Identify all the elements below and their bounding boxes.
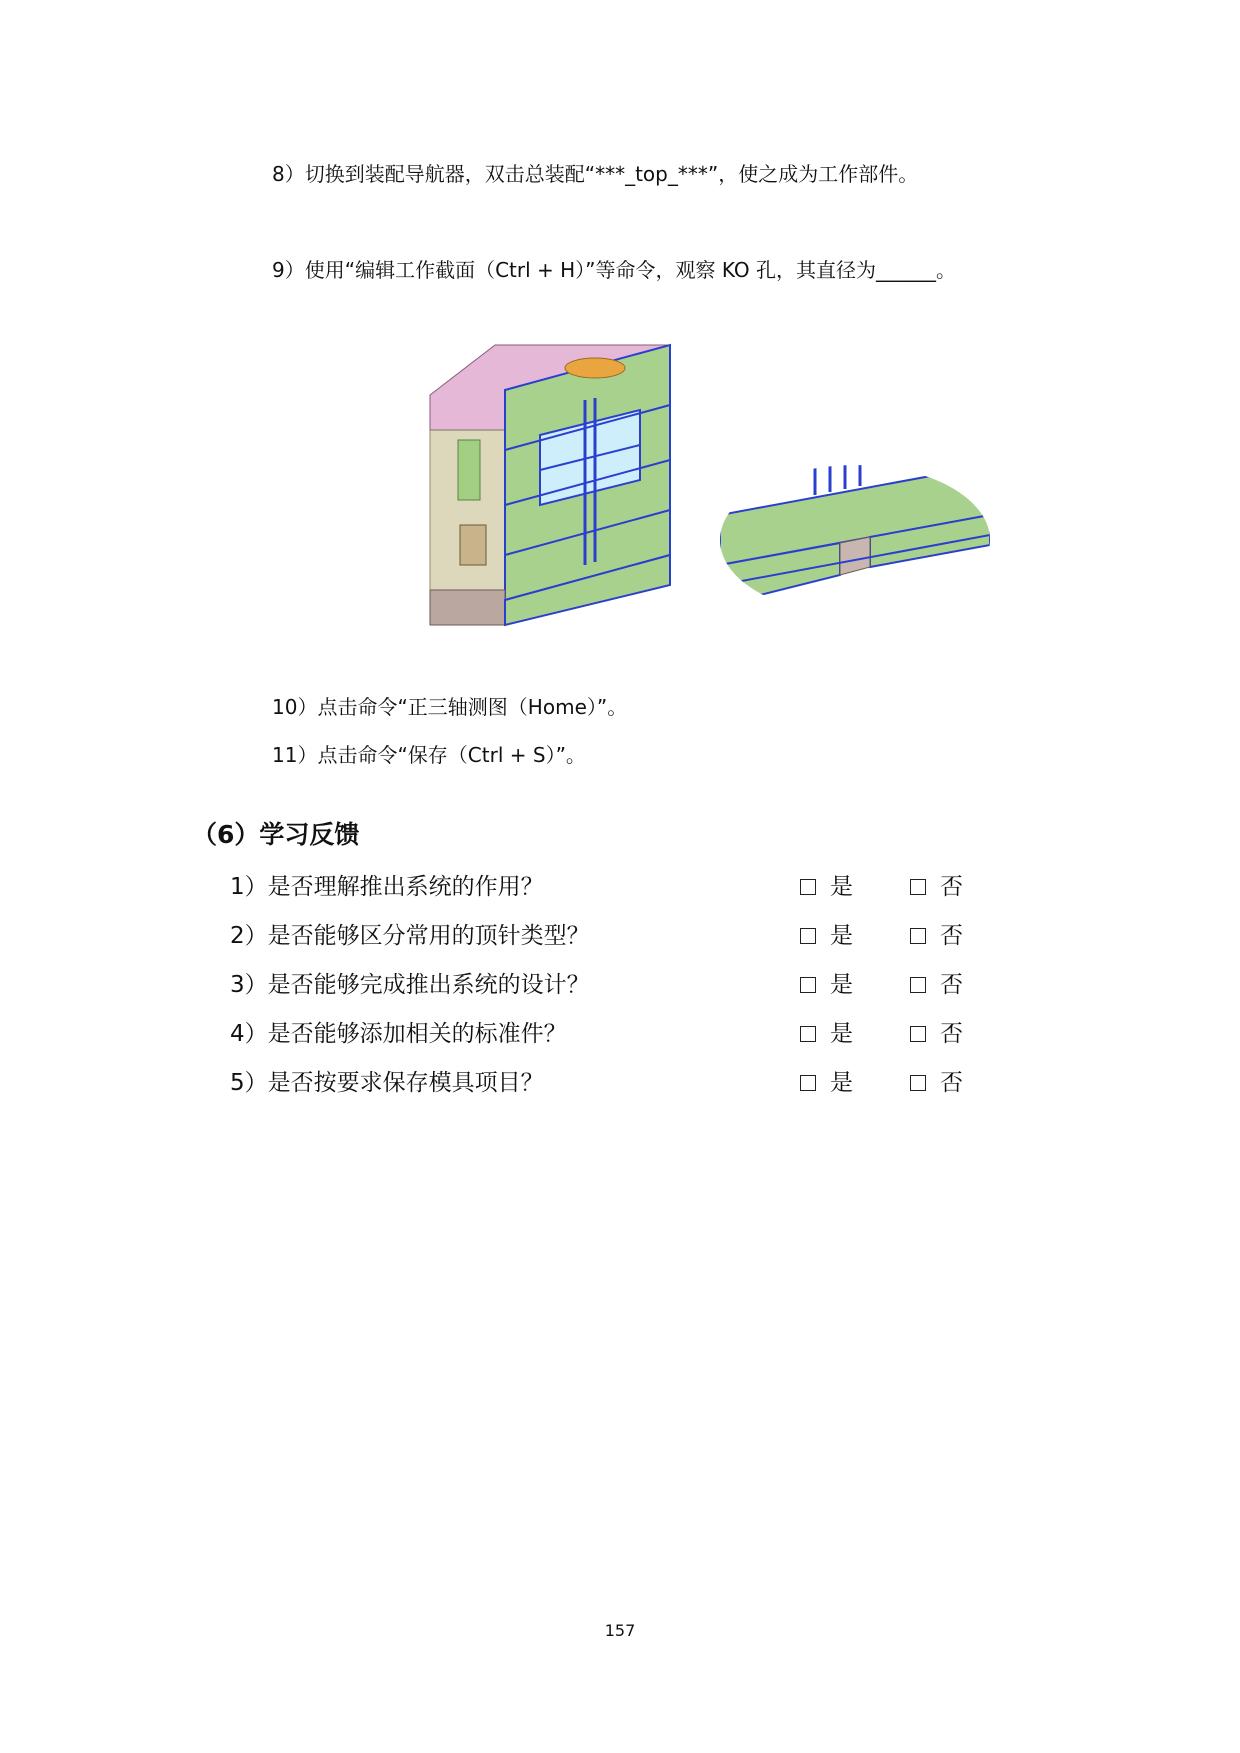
yes-option[interactable]: 是 bbox=[800, 1017, 853, 1051]
yes-option[interactable]: 是 bbox=[800, 919, 853, 953]
feedback-row bbox=[230, 1066, 990, 1100]
no-option[interactable]: 否 bbox=[910, 1066, 963, 1100]
no-option[interactable]: 否 bbox=[910, 919, 963, 953]
no-option[interactable]: 否 bbox=[910, 968, 963, 1002]
mold-assembly-figure bbox=[420, 340, 680, 630]
checkbox-icon[interactable] bbox=[800, 879, 816, 895]
feedback-question: 3）是否能够完成推出系统的设计？ bbox=[230, 972, 590, 998]
checkbox-icon[interactable] bbox=[910, 928, 926, 944]
feedback-question: 2）是否能够区分常用的顶针类型？ bbox=[230, 923, 590, 949]
feedback-question: 4）是否能够添加相关的标准件？ bbox=[230, 1021, 567, 1047]
step-10: 10）点击命令“正三轴测图（Home）”。 bbox=[272, 695, 628, 719]
page-number: 157 bbox=[604, 1621, 636, 1640]
yes-option[interactable]: 是 bbox=[800, 1066, 853, 1100]
checkbox-icon[interactable] bbox=[910, 1075, 926, 1091]
no-option[interactable]: 否 bbox=[910, 870, 963, 904]
yes-option[interactable]: 是 bbox=[800, 968, 853, 1002]
checkbox-icon[interactable] bbox=[910, 879, 926, 895]
feedback-question: 5）是否按要求保存模具项目？ bbox=[230, 1070, 544, 1096]
checkbox-icon[interactable] bbox=[800, 1026, 816, 1042]
checkbox-icon[interactable] bbox=[910, 1026, 926, 1042]
feedback-question: 1）是否理解推出系统的作用？ bbox=[230, 874, 544, 900]
no-option[interactable]: 否 bbox=[910, 1017, 963, 1051]
feedback-row bbox=[230, 968, 990, 1002]
checkbox-icon[interactable] bbox=[800, 977, 816, 993]
checkbox-icon[interactable] bbox=[910, 977, 926, 993]
feedback-heading: （6）学习反馈 bbox=[192, 820, 360, 849]
checkbox-icon[interactable] bbox=[800, 1075, 816, 1091]
yes-option[interactable]: 是 bbox=[800, 870, 853, 904]
feedback-row bbox=[230, 919, 990, 953]
step-8: 8）切换到装配导航器，双击总装配“***_top_***”，使之成为工作部件。 bbox=[272, 162, 919, 186]
checkbox-icon[interactable] bbox=[800, 928, 816, 944]
feedback-row bbox=[230, 1017, 990, 1051]
step-9: 9）使用“编辑工作截面（Ctrl + H）”等命令，观察 KO 孔，其直径为______。 bbox=[272, 258, 957, 282]
ko-hole-detail-figure bbox=[720, 465, 990, 605]
step-11: 11）点击命令“保存（Ctrl + S）”。 bbox=[272, 743, 586, 767]
feedback-row bbox=[230, 870, 990, 904]
